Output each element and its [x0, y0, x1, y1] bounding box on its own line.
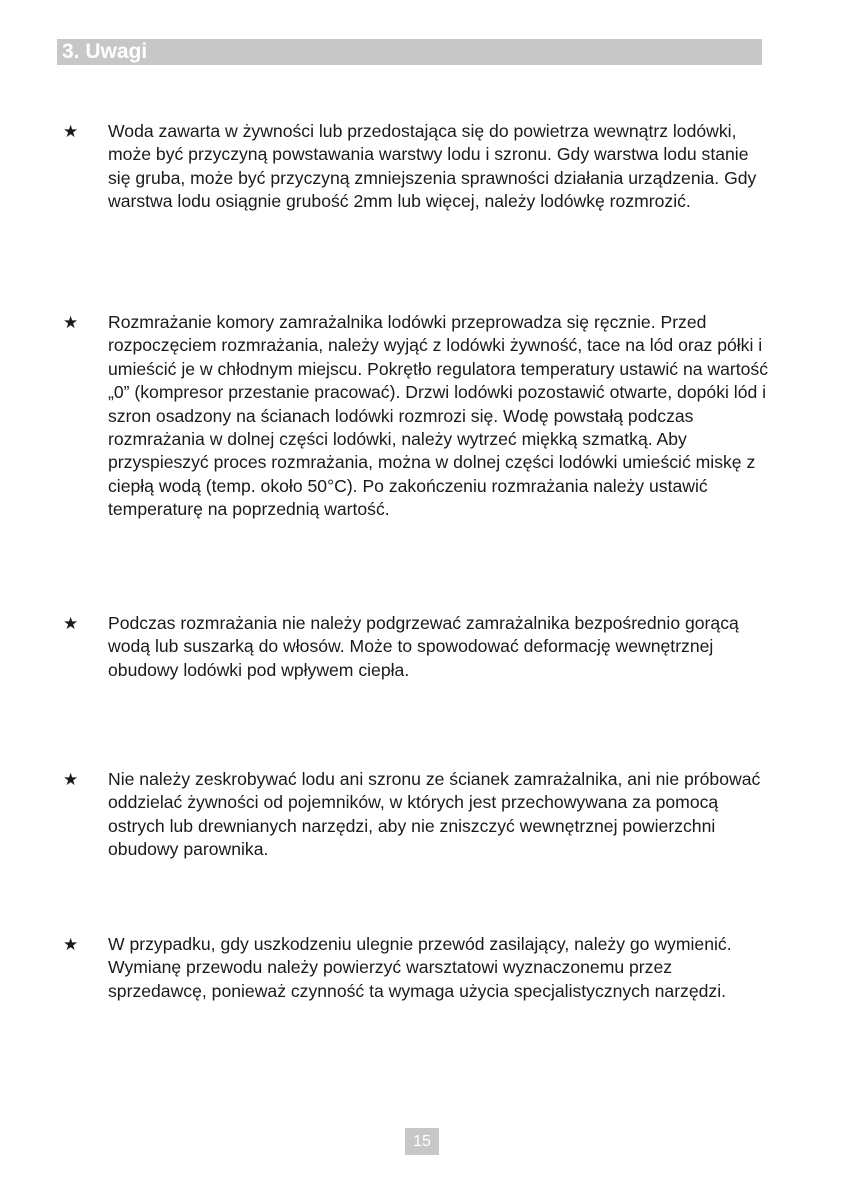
section-title: 3. Uwagi	[62, 40, 148, 63]
note-text: W przypadku, gdy uszkodzeniu ulegnie przewód zasilający, należy go wymienić. Wymianę przewodu należy powierzyć warsztatowi wyznaczonemu przez sprzedawcę, ponieważ czynność ta wymaga użycia specjalistycznych narzędzi.	[108, 934, 732, 1001]
star-bullet-icon: ★	[63, 770, 79, 789]
note-item	[63, 933, 773, 1003]
star-bullet-icon: ★	[63, 122, 79, 141]
note-item	[63, 311, 773, 522]
note-item	[63, 120, 773, 214]
star-bullet-icon: ★	[63, 313, 79, 332]
note-text: Woda zawarta w żywności lub przedostająca się do powietrza wewnątrz lodówki, może być przyczyną powstawania warstwy lodu i szronu. Gdy warstwa lodu stanie się gruba, może być przyczyną zmniejszenia sprawności działania urządzenia. Gdy warstwa lodu osiągnie grubość 2mm lub więcej, należy lodówkę rozmrozić.	[108, 121, 757, 212]
star-bullet-icon: ★	[63, 614, 79, 633]
note-item	[63, 768, 773, 862]
note-item	[63, 612, 773, 682]
note-text: Rozmrażanie komory zamrażalnika lodówki przeprowadza się ręcznie. Przed rozpoczęciem rozmrażania, należy wyjąć z lodówki żywność, tace na lód oraz półki i umieścić je w chłodnym miejscu. Pokrętło regulatora temperatury ustawić na wartość „0” (kompresor przestanie pracować). Drzwi lodówki pozostawić otwarte, dopóki lód i szron osadzony na ścianach lodówki rozmrozi się. Wodę powstałą podczas rozmrażania w dolnej części lodówki, należy wytrzeć miękką szmatką. Aby przyspieszyć proces rozmrażania, można w dolnej części lodówki umieścić miskę z ciepłą wodą (temp. około 50°C). Po zakończeniu rozmrażania należy ustawić temperaturę na poprzednią wartość.	[108, 312, 769, 520]
star-bullet-icon: ★	[63, 935, 79, 954]
note-text: Podczas rozmrażania nie należy podgrzewać zamrażalnika bezpośrednio gorącą wodą lub suszarką do włosów. Może to spowodować deformację wewnętrznej obudowy lodówki pod wpływem ciepła.	[108, 613, 739, 680]
section-header-bar	[57, 39, 762, 65]
page-number: 15	[405, 1128, 439, 1155]
note-text: Nie należy zeskrobywać lodu ani szronu ze ścianek zamrażalnika, ani nie próbować oddzielać żywności od pojemników, w których jest przechowywana za pomocą ostrych lub drewnianych narzędzi, aby nie zniszczyć wewnętrznej powierzchni obudowy parownika.	[108, 769, 761, 860]
